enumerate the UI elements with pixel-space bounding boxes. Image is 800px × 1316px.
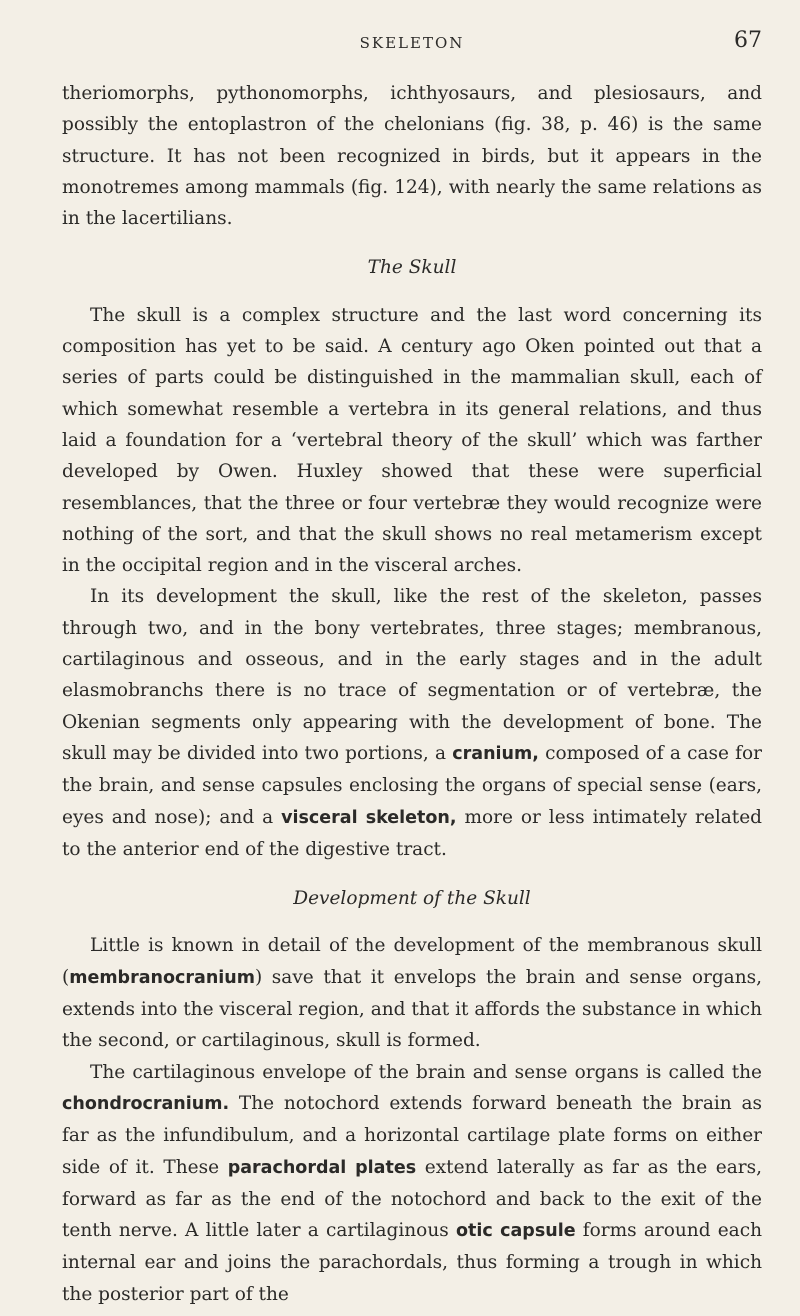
paragraph-chondrocranium (62, 1057, 762, 1310)
section-heading-the-skull: The Skull (367, 257, 457, 279)
text-run: extend laterally as far as the ears, forward as far as the end of the notochord and back to the exit of the tenth nerve. A little later a cartilaginous (62, 1156, 762, 1242)
term-visceral-skeleton: visceral skeleton, (281, 807, 457, 828)
text-run: ) save that it envelops the brain and sense organs, extends into the visceral region, and that it affords the substance in which the second, or cartilaginous, skull is formed. (62, 966, 762, 1052)
term-membranocranium: membranocranium (69, 967, 255, 988)
text-run: The notochord extends forward beneath the brain as far as the infundibulum, and a horizontal cartilage plate forms on either side of it. These (62, 1092, 762, 1178)
section-heading-development-of-the-skull: Development of the Skull (293, 888, 531, 910)
paragraph-membranous-skull (62, 930, 762, 1056)
term-cranium: cranium, (452, 743, 539, 764)
term-chondrocranium: chondrocranium. (62, 1093, 230, 1114)
text-run: In its development the skull, like the rest of the skeleton, passes through two, and in the bony vertebrates, three stages; membranous, cartilaginous and osseous, and in the early stages and in the adult elasmobranchs there is no trace of segmentation or of vertebræ, the Okenian segments only appearing with the development of bone. The skull may be divided into two portions, a (62, 586, 762, 764)
paragraph-skull-composition: The skull is a complex structure and the last word concerning its composition has yet to be said. A century ago Oken pointed out that a series of parts could be distinguished in the mammalian skull, each of which somewhat resemble a vertebra in its general relations, and thus laid a foundation for a ‘vertebral theory of the skull’ which was farther developed by Owen. Huxley showed that these were superficial resemblances, that the three or four vertebræ they would recognize were nothing of the sort, and that the skull shows no real metamerism except in the occipital region and in the visceral arches. (62, 304, 762, 577)
text-run: Little is known in detail of the development of the membranous skull ( (62, 935, 762, 988)
running-title: SKELETON (359, 34, 465, 52)
paragraph-continued: theriomorphs, pythonomorphs, ichthyosaurs, and plesiosaurs, and possibly the entoplastron of the chelonians (fig. 38, p. 46) is the same structure. It has not been recognized in birds, but it appears in the monotremes among mammals (fig. 124), with nearly the same relations as in the lacertilians. (62, 83, 762, 230)
body-text (62, 78, 762, 1310)
page-number: 67 (734, 28, 762, 53)
text-run: forms around each internal ear and joins the parachordals, thus forming a trough in which the posterior part of the (62, 1220, 762, 1305)
text-run: more or less intimately related to the anterior end of the digestive tract. (62, 806, 762, 860)
text-run: The cartilaginous envelope of the brain and sense organs is called the (90, 1061, 762, 1083)
paragraph-skull-development-stages (62, 581, 762, 865)
running-head (62, 28, 762, 58)
term-otic-capsule: otic capsule (455, 1221, 576, 1242)
term-parachordal-plates: parachordal plates (227, 1157, 417, 1178)
text-run: composed of a case for the brain, and sense capsules enclosing the organs of special sense (ears, eyes and nose); and a (62, 742, 762, 828)
